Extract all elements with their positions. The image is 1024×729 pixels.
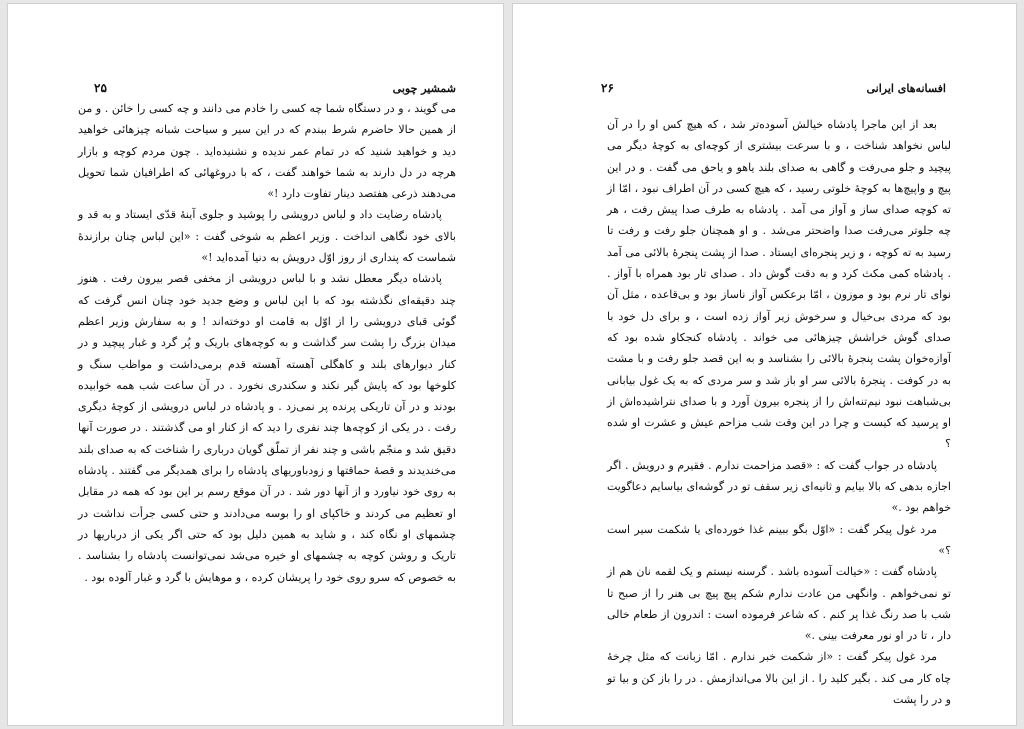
right-page-body [607, 114, 951, 710]
left-page-number: ۲۵ [94, 81, 107, 95]
right-running-title: افسانه‌های ایرانی [866, 81, 946, 95]
left-paragraph-1: می گویند ، و در دستگاه شما چه کسی را خادم می دانند و چه کسی را خائن . و من از همین حالا حاضرم شرط ببندم که در این سیر و سیاحت شبانه چیزهائی خواهید دید و خواهید شنید که در تمام عمر ندیده و نشنیده‌اید . چون مردم کوچه و بازار هرچه در دل دارند به شما خواهند گفت ، که با دروغهائی که اطرافیان شما تحویل می‌دهند ذرعی هفتصد دینار تفاوت دارد !» [78, 102, 456, 201]
left-paragraph-2: پادشاه رضایت داد و لباس درویشی را پوشید و جلوی آینهٔ قدّی ایستاد و به قد و بالای خود نگاهی انداخت . وزیر اعظم به شوخی گفت : «این لباس چنان برازندهٔ شماست که پنداری از روز اوّل درویش به دنیا آمده‌اید !» [78, 208, 456, 265]
right-paragraph-2: پادشاه در جواب گفت که : «قصد مزاحمت ندارم . فقیرم و درویش . اگر اجازه بدهی که بالا بیایم و ثانیه‌ای زیر سقف تو در گوشه‌ای بیاسایم دعاگویت خواهم بود .» [607, 458, 951, 515]
right-page [512, 3, 1017, 726]
right-page-number: ۲۶ [601, 81, 614, 95]
right-paragraph-1: بعد از این ماجرا پادشاه خیالش آسوده‌تر شد ، که هیچ کس او را در آن لباس نخواهد شناخت ، و با سرعت بیشتری از کوچه‌ای به کوچهٔ دیگر می پیچید و جلو می‌رفت و گاهی به صدای بلند یاهو و یاحق می گفت . و در این پیچ و واپیچ‌ها به کوچهٔ خلوتی رسید ، که هیچ کسی در آن اطراف نبود ، امّا از ته کوچه صدای ساز و آواز می آمد . پادشاه به طرف صدا پیش رفت ، هر چه جلوتر می‌رفت صدا واضحتر می‌شد . و او همچنان جلو رفت و رفت تا رسید به ته کوچه ، و زیر پنجره‌ای ایستاد . صدا از پشت پنجرهٔ بالائی می آمد . پادشاه کمی مکث کرد و به دقت گوش داد . صدای تار بود همراه با آواز . نوای تار نرم بود و موزون ، امّا برعکس آواز ناساز بود و بی‌قاعده ، مثل آن بود که مردی بی‌خیال و سرخوش زیر آواز زده است ، و برای دل خود با صدای گوش خراشش چیزهائی می خواند . پادشاه کنجکاو شده بود که آوازه‌خوان پشت پنجرهٔ بالائی را بشناسد و به این قصد جلو رفت و با مشت به در کوفت . پنجرهٔ بالائی سر او باز شد و سر مردی که به یک غول بیابانی بی‌شباهت نبود نیم‌تنه‌اش را از پنجره بیرون آورد و با صدای نتراشیده‌اش از او پرسید که کیست و چرا در این وقت شب مزاحم عیش و عشرت او شده ؟ [607, 118, 951, 451]
right-page-header [601, 81, 946, 95]
left-running-title: شمشیر چوبی [392, 81, 456, 95]
left-page-header [94, 81, 456, 95]
left-page [7, 3, 504, 726]
left-paragraph-3: پادشاه دیگر معطل نشد و با لباس درویشی از مخفی قصر بیرون رفت . هنوز چند دقیقه‌ای نگذشته بود که با این لباس و وضع جدید خود چنان انس گرفت که گوئی قبای درویشی را از اوّل به قامت او دوخته‌اند ! و به سفارش وزیر اعظم میدان بزرگ را پشت سر گذاشت و به کوچه‌های باریک و پُر گرد و غبار پیچید و در کنار دیوارهای بلند و کاهگلی آهسته آهسته قدم برمی‌داشت و مواظب سنگ و کلوخها بود که پایش گیر نکند و سکندری نخورد . در آن ساعت شب همه خوابیده بودند و در آن تاریکی پرنده پر نمی‌زد . و پادشاه در لباس درویشی از کوچهٔ دیگری رفت . در یکی از کوچه‌ها چند نفری را دید که از کنار او می گذشتند . در صورت آنها دقیق شد و منجّم باشی و چند نفر از تملّق گویان درباری را شناخت که به صدای بلند می‌خندیدند و قصهٔ حماقتها و زودباوریهای پادشاه را برای همدیگر می گفتند . پادشاه به روی خود نیاورد و از آنها دور شد . در آن موقع رسم بر این بود که همه در مقابل او تعظیم می کردند و خاکپای او را بوسه می‌دادند و حتی کسی جرأت نداشت در چشمهای او نگاه کند ، و شاید به همین دلیل بود که حتی اگر یکی از درباریها در تاریک و روشن کوچه به چشمهای او خیره می‌شد نمی‌توانست پادشاه را بشناسد . به خصوص که سرو روی خود را پریشان کرده ، و موهایش با گرد و غبار آلوده بود . [78, 272, 456, 584]
left-page-body [78, 98, 456, 588]
right-paragraph-4: پادشاه گفت : «خیالت آسوده باشد . گرسنه نیستم و یک لقمه نان هم از تو نمی‌خواهم . وانگهی من عادت ندارم شکم پیچ پیچ بی هنر را از صبح تا شب با صد رنگ غذا پر کنم . که شاعر فرموده است : اندرون از طعام خالی دار ، تا در او نور معرفت بینی .» [607, 565, 951, 643]
right-paragraph-3: مرد غول پیکر گفت : «اوّل بگو ببینم غذا خورده‌ای یا شکمت سیر است ؟» [607, 522, 951, 557]
right-paragraph-5: مرد غول پیکر گفت : «از شکمت خبر ندارم . امّا زبانت که مثل چرخهٔ چاه کار می کند . بگیر کلید را . از این بالا می‌اندازمش . در را باز کن و بیا تو و در را پشت [607, 650, 951, 707]
